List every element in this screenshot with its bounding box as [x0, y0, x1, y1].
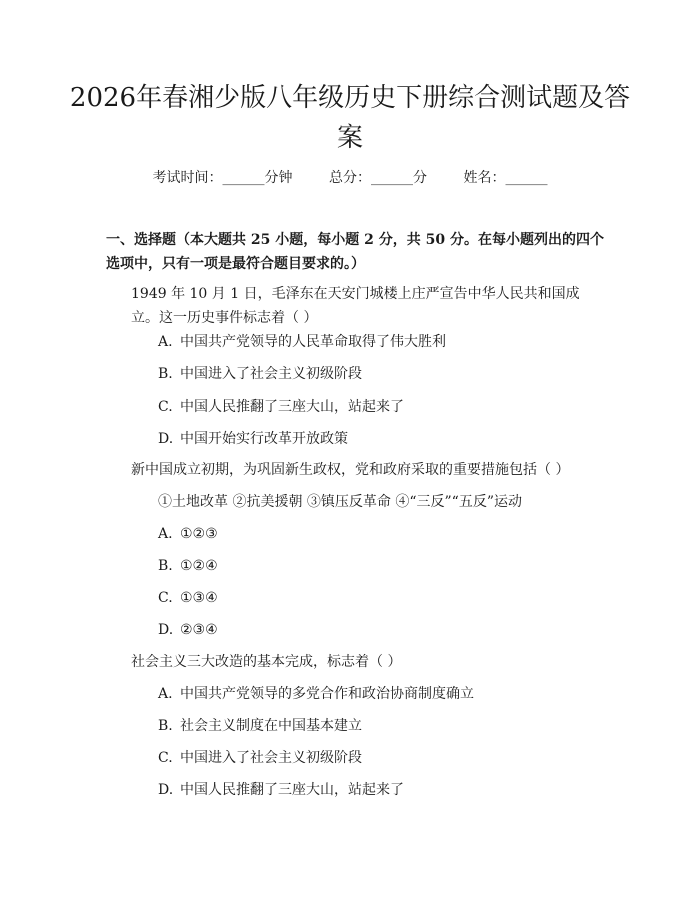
document-title: 2026年春湘少版八年级历史下册综合测试题及答案	[69, 83, 631, 153]
question-2-option-a[interactable]	[158, 522, 608, 546]
option-text: ①②③	[180, 526, 218, 542]
question-3-option-c[interactable]	[158, 746, 608, 770]
option-letter: A.	[158, 526, 173, 542]
option-letter: D.	[158, 622, 174, 638]
option-letter: B.	[158, 718, 173, 734]
option-letter: B.	[158, 558, 173, 574]
option-letter: C.	[158, 590, 173, 606]
question-2-text: 新中国成立初期，为巩固新生政权，党和政府采取的重要措施包括（ ）	[131, 462, 570, 478]
option-text: 中国进入了社会主义初级阶段	[180, 366, 362, 382]
exam-time-label: 考试时间：______分钟	[152, 170, 293, 186]
option-text: ①②④	[180, 558, 218, 574]
question-3-option-a[interactable]	[158, 682, 608, 706]
question-1-option-c[interactable]	[158, 395, 608, 419]
question-1-stem	[106, 282, 606, 330]
section-heading: 一、选择题（本大题共 25 小题，每小题 2 分，共 50 分。在每小题列出的四个选项中，只有一项是最符合题目要求的。）	[106, 232, 604, 272]
option-text: 中国开始实行改革开放政策	[180, 431, 348, 447]
option-text: ②③④	[180, 622, 218, 638]
option-text: 中国进入了社会主义初级阶段	[180, 750, 362, 766]
student-name-label: 姓名：______	[463, 170, 548, 186]
question-1-option-b[interactable]	[158, 362, 608, 386]
total-score-label: 总分：______分	[329, 170, 427, 186]
option-text: 中国共产党领导的多党合作和政治协商制度确立	[180, 686, 474, 702]
question-1-option-a[interactable]	[158, 330, 608, 354]
option-text: 中国人民推翻了三座大山，站起来了	[180, 782, 404, 798]
question-3-option-b[interactable]	[158, 714, 608, 738]
exam-meta	[0, 168, 700, 188]
option-letter: D.	[158, 431, 174, 447]
question-2-option-c[interactable]	[158, 586, 608, 610]
option-letter: C.	[158, 750, 173, 766]
option-text: 社会主义制度在中国基本建立	[180, 718, 362, 734]
option-letter: C.	[158, 399, 173, 415]
option-letter: A.	[158, 334, 173, 350]
question-3-stem	[106, 650, 606, 674]
question-1-text: 1949 年 10 月 1 日，毛泽东在天安门城楼上庄严宣告中华人民共和国成立。这一历史事件标志着（ ）	[131, 286, 580, 326]
question-2-option-b[interactable]	[158, 554, 608, 578]
question-3-text: 社会主义三大改造的基本完成，标志着（ ）	[131, 654, 402, 670]
question-1-option-d[interactable]	[158, 427, 608, 451]
question-2-option-d[interactable]	[158, 618, 608, 642]
option-letter: D.	[158, 782, 174, 798]
option-text: 中国人民推翻了三座大山，站起来了	[180, 399, 404, 415]
question-3-option-d[interactable]	[158, 778, 608, 802]
option-letter: B.	[158, 366, 173, 382]
question-2-stem	[106, 458, 606, 482]
question-2-choices-list: ①土地改革 ②抗美援朝 ③镇压反革命 ④“三反”“五反”运动	[158, 494, 522, 510]
option-text: ①③④	[180, 590, 218, 606]
option-letter: A.	[158, 686, 173, 702]
option-text: 中国共产党领导的人民革命取得了伟大胜利	[180, 334, 446, 350]
